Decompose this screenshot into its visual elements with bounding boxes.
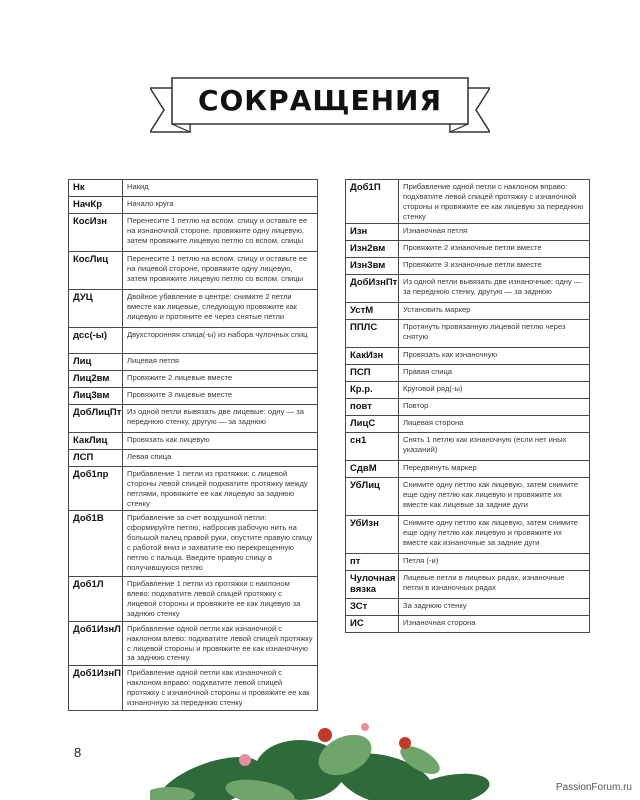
description-cell: Провязать как лицевую <box>123 433 318 450</box>
description-cell: Изнаночная петля <box>399 224 590 241</box>
table-row <box>69 252 318 290</box>
table-row <box>69 666 318 710</box>
description-cell: Двойное убавление в центре: снимите 2 петли вместе как лицевые, следующую провяжите как лицевую и протяните ее через снятые петли <box>123 290 318 328</box>
table-row <box>346 399 590 416</box>
table-row <box>346 382 590 399</box>
description-cell: Из одной петли вывязать две изнаночные: одну — за переднюю стенку, другую — за заднюю <box>399 275 590 303</box>
table-row <box>69 450 318 467</box>
abbreviation-cell: УбИзн <box>346 516 399 554</box>
table-row <box>69 388 318 405</box>
abbreviation-cell: ДобИзнПт <box>346 275 399 303</box>
table-row <box>346 241 590 258</box>
abbreviation-cell: Доб1ИзнП <box>69 666 123 710</box>
table-row <box>346 180 590 224</box>
description-cell: Протянуть провязанную лицевой петлю через снятую <box>399 320 590 348</box>
abbreviation-cell: Изн2вм <box>346 241 399 258</box>
table-row <box>69 371 318 388</box>
description-cell: Провяжите 2 лицевые вместе <box>123 371 318 388</box>
description-cell: Начало круга <box>123 197 318 214</box>
description-cell: Накид <box>123 180 318 197</box>
description-cell: Прибавление одной петли как изнаночной с наклоном вправо: подхватите левой спицей протяжку с изнаночной стороны и провяжите ее как изнаночную за переднюю стенку <box>123 666 318 710</box>
abbreviation-cell: Чулочная вязка <box>346 571 399 599</box>
abbreviation-cell: КакИзн <box>346 348 399 365</box>
abbreviation-cell: Нк <box>69 180 123 197</box>
table-row <box>69 405 318 433</box>
table-row <box>346 320 590 348</box>
table-row <box>69 328 318 354</box>
description-cell: Снимите одну петлю как лицевую, затем снимите еще одну петлю как лицевую и провяжите их вместе как изнаночные за задние дуги <box>399 516 590 554</box>
table-row <box>69 180 318 197</box>
abbreviation-cell: Доб1П <box>346 180 399 224</box>
table-row <box>346 224 590 241</box>
abbreviation-cell: Изн <box>346 224 399 241</box>
abbreviation-cell: ППЛС <box>346 320 399 348</box>
page-title: СОКРАЩЕНИЯ <box>197 84 443 117</box>
description-cell: Лицевая петля <box>123 354 318 371</box>
description-cell: Снять 1 петлю как изнаночную (если нет иных указаний) <box>399 433 590 461</box>
page-number: 8 <box>74 745 82 760</box>
table-row <box>346 258 590 275</box>
table-row <box>346 365 590 382</box>
table-row <box>346 416 590 433</box>
table-row <box>69 433 318 450</box>
description-cell: Передвинуть маркер <box>399 461 590 478</box>
table-row <box>346 275 590 303</box>
abbreviation-cell: Лиц2вм <box>69 371 123 388</box>
description-cell: Провяжите 3 лицевые вместе <box>123 388 318 405</box>
table-row <box>346 571 590 599</box>
abbreviation-cell: КакЛиц <box>69 433 123 450</box>
abbreviation-cell: ПСП <box>346 365 399 382</box>
description-cell: Прибавление 1 петли из протяжки: с лицевой стороны левой спицей подхватите протяжку между петлями, провяжите ее как лицевую за заднюю стенку <box>123 467 318 511</box>
table-row <box>69 621 318 665</box>
abbreviation-cell: ЗСт <box>346 599 399 616</box>
description-cell: Повтор <box>399 399 590 416</box>
description-cell: Снимите одну петлю как лицевую, затем снимите еще одну петлю как лицевую и провяжите их вместе как лицевые за задние дуги <box>399 478 590 516</box>
abbreviation-cell: Изн3вм <box>346 258 399 275</box>
description-cell: Прибавление одной петли с наклоном вправо: подхватите левой спицей протяжку с изнаночной стороны и провяжите ее как лицевую за переднюю стенку <box>399 180 590 224</box>
abbreviation-cell: повт <box>346 399 399 416</box>
abbreviations-table-right <box>345 179 590 633</box>
abbreviation-cell: ДобЛицПт <box>69 405 123 433</box>
description-cell: Провяжите 2 изнаночные петли вместе <box>399 241 590 258</box>
abbreviation-cell: Доб1пр <box>69 467 123 511</box>
description-cell: Правая спица <box>399 365 590 382</box>
watermark: PassionForum.ru <box>555 782 632 793</box>
description-cell: Левая спица <box>123 450 318 467</box>
table-row <box>69 214 318 252</box>
tropical-foliage-illustration <box>150 715 490 800</box>
abbreviation-cell: пт <box>346 554 399 571</box>
description-cell: Изнаночная сторона <box>399 616 590 633</box>
table-row <box>346 478 590 516</box>
abbreviation-cell: НачКр <box>69 197 123 214</box>
description-cell: Круговой ряд(-ы) <box>399 382 590 399</box>
abbreviation-cell: КосИзн <box>69 214 123 252</box>
description-cell: Петля (-и) <box>399 554 590 571</box>
abbreviation-cell: ИС <box>346 616 399 633</box>
table-row <box>346 433 590 461</box>
table-row <box>346 554 590 571</box>
abbreviation-cell: Доб1В <box>69 511 123 577</box>
abbreviation-cell: ДУЦ <box>69 290 123 328</box>
description-cell: Прибавление за счет воздушной петли: сформируйте петлю, набросив рабочую нить на большой палец правой руки, опустите правую спицу с работой вниз и захватите ею перекрещенную петлю с пальца. Введите правую спицу в получившуюся петлю <box>123 511 318 577</box>
abbreviation-cell: ЛицС <box>346 416 399 433</box>
description-cell: За заднюю стенку <box>399 599 590 616</box>
table-row <box>69 577 318 621</box>
table-row <box>69 467 318 511</box>
abbreviation-cell: дсс(-ы) <box>69 328 123 354</box>
table-row <box>69 511 318 577</box>
abbreviation-cell: сн1 <box>346 433 399 461</box>
abbreviation-cell: СдвМ <box>346 461 399 478</box>
description-cell: Лицевая сторона <box>399 416 590 433</box>
table-row <box>346 599 590 616</box>
table-row <box>346 461 590 478</box>
abbreviation-cell: УбЛиц <box>346 478 399 516</box>
description-cell: Перенесите 1 петлю на вспом. спицу и оставьте ее на лицевой стороне, провяжите одну лицевую, затем провяжите лицевую петлю со вспом. спицы <box>123 252 318 290</box>
table-row <box>346 516 590 554</box>
title-ribbon <box>150 70 490 140</box>
description-cell: Прибавление 1 петли из протяжки с наклоном влево: подхватите левой спицей протяжку с лицевой стороны и провяжите ее как лицевую за заднюю стенку <box>123 577 318 621</box>
table-row <box>69 354 318 371</box>
abbreviation-cell: Кр.р. <box>346 382 399 399</box>
description-cell: Прибавление одной петли как изнаночной с наклоном влево: подхватите левой спицей протяжку с лицевой стороны и провяжите ее как изнаночную за заднюю стенку <box>123 621 318 665</box>
description-cell: Лицевые петли в лицевых рядах, изнаночные петли в изнаночных рядах <box>399 571 590 599</box>
table-row <box>346 616 590 633</box>
abbreviations-table-left <box>68 179 318 711</box>
description-cell: Провяжите 3 изнаночные петли вместе <box>399 258 590 275</box>
table-row <box>346 303 590 320</box>
description-cell: Перенесите 1 петлю на вспом. спицу и оставьте ее на изнаночной стороне, провяжите одну лицевую, затем провяжите лицевую петлю со вспом. спицы <box>123 214 318 252</box>
abbreviation-cell: КосЛиц <box>69 252 123 290</box>
abbreviation-cell: ЛСП <box>69 450 123 467</box>
abbreviation-cell: Лиц3вм <box>69 388 123 405</box>
description-cell: Двухсторонняя спица(-ы) из набора чулочных спиц <box>123 328 318 354</box>
abbreviation-cell: Доб1ИзнЛ <box>69 621 123 665</box>
abbreviation-cell: Лиц <box>69 354 123 371</box>
abbreviation-cell: Доб1Л <box>69 577 123 621</box>
abbreviation-cell: УстМ <box>346 303 399 320</box>
table-row <box>69 290 318 328</box>
table-row <box>346 348 590 365</box>
description-cell: Установить маркер <box>399 303 590 320</box>
table-row <box>69 197 318 214</box>
description-cell: Из одной петли вывязать две лицевые: одну — за переднюю стенку, другую — за заднюю <box>123 405 318 433</box>
description-cell: Провязать как изнаночную <box>399 348 590 365</box>
